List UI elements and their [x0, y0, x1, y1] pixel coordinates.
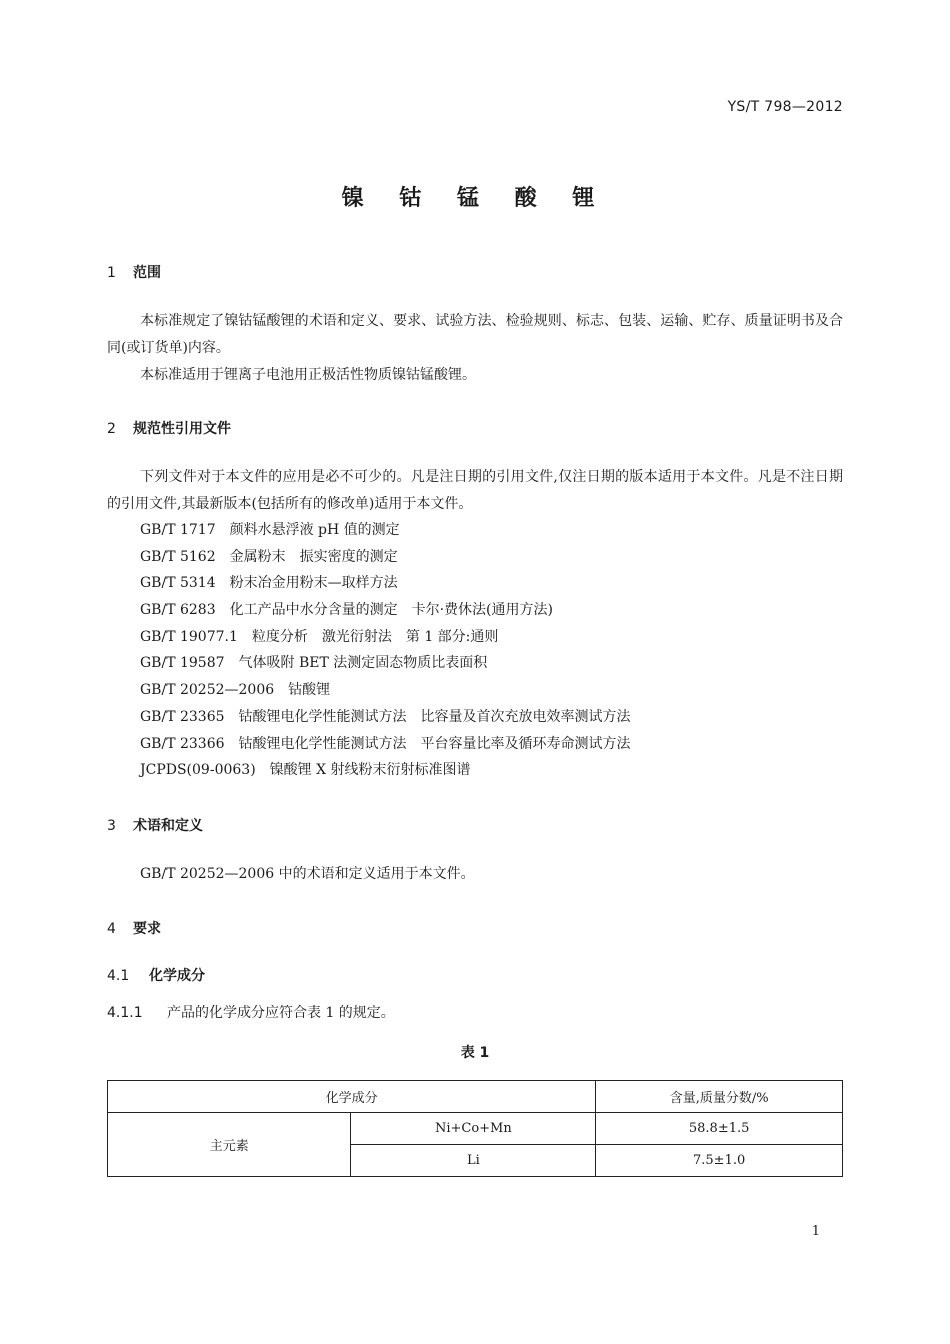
reference-title: 气体吸附 BET 法测定固态物质比表面积 — [238, 655, 488, 672]
document-title: 镍 钴 锰 酸 锂 — [341, 186, 609, 211]
reference-item — [140, 731, 840, 758]
subsection-heading-chemical-composition — [107, 965, 205, 985]
reference-title: 钴酸锂电化学性能测试方法 比容量及首次充放电效率测试方法 — [238, 708, 631, 725]
table-row — [108, 1113, 843, 1145]
element-cell: Li — [351, 1145, 596, 1177]
reference-list — [140, 517, 840, 784]
reference-code: GB/T 23365 — [140, 708, 225, 725]
clause-4-1-1 — [107, 1002, 395, 1024]
section-title: 范围 — [133, 265, 161, 281]
reference-title: 化工产品中水分含量的测定 卡尔·费休法(通用方法) — [229, 602, 553, 619]
reference-item — [140, 757, 840, 784]
element-cell: Ni+Co+Mn — [351, 1113, 596, 1145]
reference-code: GB/T 6283 — [140, 602, 216, 619]
section-heading-scope — [107, 262, 161, 282]
section-title: 要求 — [133, 921, 161, 937]
terms-paragraph: GB/T 20252—2006 中的术语和定义适用于本文件。 — [140, 866, 475, 882]
reference-title: 金属粉末 振实密度的测定 — [229, 548, 398, 565]
reference-title: 镍酸锂 X 射线粉末衍射标准图谱 — [269, 762, 471, 779]
table-caption: 表 1 — [460, 1045, 490, 1061]
section-number: 2 — [107, 421, 116, 437]
reference-item — [140, 624, 840, 651]
reference-item — [140, 517, 840, 544]
reference-code: GB/T 19587 — [140, 655, 225, 672]
reference-title: 粉末冶金用粉末—取样方法 — [229, 575, 398, 592]
reference-title: 颜料水悬浮液 pH 值的测定 — [229, 522, 400, 538]
reference-item — [140, 704, 840, 731]
clause-number: 4.1.1 — [107, 1005, 143, 1021]
scope-paragraph-1: 本标准规定了镍钴锰酸锂的术语和定义、要求、试验方法、检验规则、标志、包装、运输、贮存、质量证明书及合同(或订货单)内容。 — [107, 313, 843, 356]
reference-code: GB/T 20252—2006 — [140, 682, 275, 699]
value-cell: 7.5±1.0 — [596, 1145, 843, 1177]
reference-item — [140, 650, 840, 677]
section-heading-terms — [107, 815, 203, 835]
references-intro: 下列文件对于本文件的应用是必不可少的。凡是注日期的引用文件,仅注日期的版本适用于本文件。凡是不注日期的引用文件,其最新版本(包括所有的修改单)适用于本文件。 — [107, 469, 843, 512]
reference-title: 粒度分析 激光衍射法 第 1 部分:通则 — [251, 628, 499, 645]
reference-item — [140, 677, 840, 704]
page-number: 1 — [811, 1224, 820, 1239]
value-cell: 58.8±1.5 — [596, 1113, 843, 1145]
reference-title: 钴酸锂电化学性能测试方法 平台容量比率及循环寿命测试方法 — [238, 735, 631, 752]
group-cell: 主元素 — [108, 1113, 351, 1177]
reference-title: 钴酸锂 — [288, 682, 331, 699]
reference-code: GB/T 5162 — [140, 548, 216, 565]
reference-code: GB/T 1717 — [140, 522, 216, 538]
section-title: 规范性引用文件 — [133, 421, 231, 437]
reference-code: JCPDS(09-0063) — [140, 762, 256, 779]
reference-item — [140, 597, 840, 624]
reference-item — [140, 544, 840, 571]
header-content: 含量,质量分数/% — [596, 1081, 843, 1113]
subsection-title: 化学成分 — [149, 968, 205, 984]
section-heading-normative-references — [107, 418, 231, 438]
chemical-composition-table — [107, 1080, 843, 1177]
section-title: 术语和定义 — [133, 818, 203, 834]
scope-paragraph-2: 本标准适用于锂离子电池用正极活性物质镍钴锰酸锂。 — [140, 367, 476, 383]
subsection-number: 4.1 — [107, 968, 130, 984]
standard-code: YS/T 798—2012 — [727, 99, 843, 115]
section-number: 3 — [107, 818, 116, 834]
reference-code: GB/T 5314 — [140, 575, 216, 592]
section-number: 1 — [107, 265, 116, 281]
clause-text: 产品的化学成分应符合表 1 的规定。 — [167, 1005, 395, 1021]
header-component: 化学成分 — [108, 1081, 596, 1113]
section-number: 4 — [107, 921, 116, 937]
section-heading-requirements — [107, 918, 161, 938]
reference-item — [140, 570, 840, 597]
reference-code: GB/T 23366 — [140, 735, 225, 752]
reference-code: GB/T 19077.1 — [140, 628, 238, 645]
table-header-row — [108, 1081, 843, 1113]
